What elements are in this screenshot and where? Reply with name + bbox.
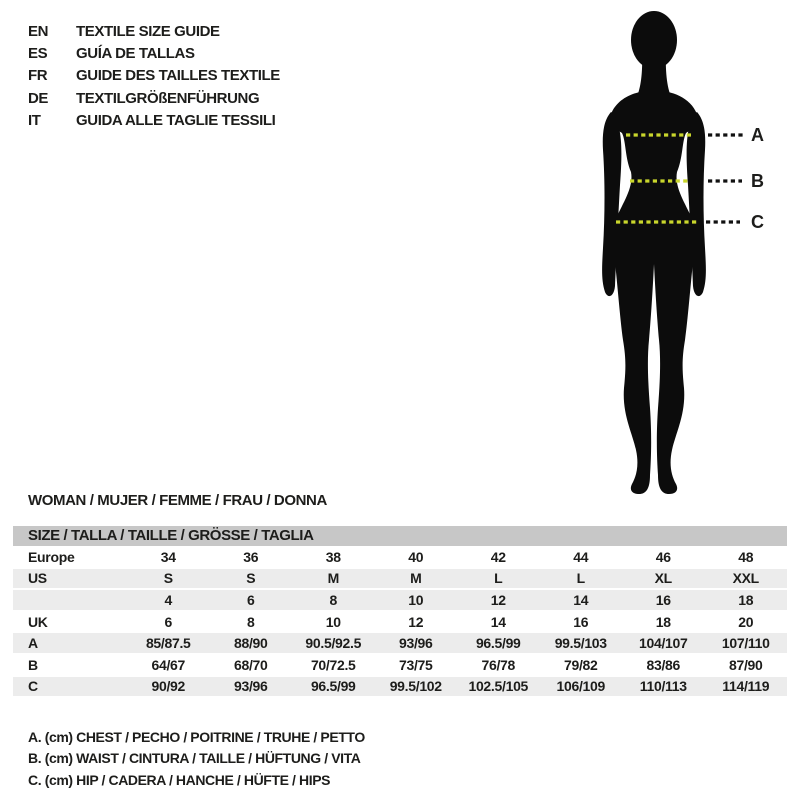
size-cell: 6 — [127, 611, 210, 633]
size-cell: 4 — [127, 589, 210, 611]
size-cell: XL — [622, 568, 705, 590]
language-title-list — [28, 20, 280, 132]
size-cell: 18 — [705, 589, 788, 611]
size-cell: 104/107 — [622, 632, 705, 654]
size-cell: 8 — [210, 611, 293, 633]
size-cell: 73/75 — [375, 654, 458, 676]
size-cell: 99.5/102 — [375, 676, 458, 698]
size-cell: 18 — [622, 611, 705, 633]
table-row-us-numeric — [13, 589, 787, 611]
language-title: GUÍA DE TALLAS — [76, 45, 195, 63]
size-cell: M — [375, 568, 458, 590]
size-cell: 42 — [457, 547, 540, 568]
woman-silhouette-figure — [558, 0, 798, 500]
size-cell: 99.5/103 — [540, 632, 623, 654]
size-cell: 16 — [540, 611, 623, 633]
row-label: A — [13, 632, 127, 654]
size-cell: 64/67 — [127, 654, 210, 676]
row-label — [13, 589, 127, 611]
size-cell: 110/113 — [622, 676, 705, 698]
size-cell: 79/82 — [540, 654, 623, 676]
size-cell: 96.5/99 — [457, 632, 540, 654]
row-label: C — [13, 676, 127, 698]
size-cell: 93/96 — [210, 676, 293, 698]
size-cell: 96.5/99 — [292, 676, 375, 698]
table-row-europe — [13, 547, 787, 568]
size-cell: 12 — [375, 611, 458, 633]
size-cell: 14 — [540, 589, 623, 611]
size-cell: 87/90 — [705, 654, 788, 676]
size-cell: 12 — [457, 589, 540, 611]
size-cell: 14 — [457, 611, 540, 633]
language-row-de — [28, 87, 280, 109]
gender-heading: WOMAN / MUJER / FEMME / FRAU / DONNA — [28, 492, 327, 509]
woman-silhouette-svg — [558, 0, 798, 500]
language-code: IT — [28, 112, 41, 130]
size-cell: 90/92 — [127, 676, 210, 698]
language-row-fr — [28, 65, 280, 87]
size-cell: 48 — [705, 547, 788, 568]
row-label: B — [13, 654, 127, 676]
measurement-legend — [28, 727, 365, 791]
table-row-us-letter — [13, 568, 787, 590]
size-cell: 8 — [292, 589, 375, 611]
legend-line-chest: A. (cm) CHEST / PECHO / POITRINE / TRUHE / PETTO — [28, 729, 365, 745]
size-cell: 106/109 — [540, 676, 623, 698]
size-cell: 38 — [292, 547, 375, 568]
size-cell: 36 — [210, 547, 293, 568]
language-code: FR — [28, 67, 48, 85]
size-cell: S — [127, 568, 210, 590]
language-title: GUIDA ALLE TAGLIE TESSILI — [76, 112, 276, 130]
size-cell: 6 — [210, 589, 293, 611]
size-cell: 90.5/92.5 — [292, 632, 375, 654]
language-code: EN — [28, 22, 49, 40]
size-cell: 102.5/105 — [457, 676, 540, 698]
size-cell: 10 — [292, 611, 375, 633]
marker-label-c: C — [751, 212, 764, 232]
size-cell: S — [210, 568, 293, 590]
size-cell: XXL — [705, 568, 788, 590]
language-code: ES — [28, 45, 48, 63]
row-label: Europe — [13, 547, 127, 568]
language-title: GUIDE DES TAILLES TEXTILE — [76, 67, 280, 85]
size-table — [13, 547, 787, 698]
size-cell: 44 — [540, 547, 623, 568]
size-cell: 85/87.5 — [127, 632, 210, 654]
size-cell: 46 — [622, 547, 705, 568]
size-cell: M — [292, 568, 375, 590]
size-cell: 83/86 — [622, 654, 705, 676]
size-cell: 93/96 — [375, 632, 458, 654]
size-cell: L — [457, 568, 540, 590]
size-cell: 10 — [375, 589, 458, 611]
size-cell: 20 — [705, 611, 788, 633]
size-cell: 88/90 — [210, 632, 293, 654]
size-cell: 34 — [127, 547, 210, 568]
silhouette-body — [610, 90, 698, 494]
size-cell: 76/78 — [457, 654, 540, 676]
size-table-section — [13, 526, 787, 698]
legend-line-waist: B. (cm) WAIST / CINTURA / TAILLE / HÜFTUNG / VITA — [28, 750, 361, 767]
size-cell: L — [540, 568, 623, 590]
language-row-es — [28, 42, 280, 64]
language-title: TEXTILGRÖßENFÜHRUNG — [76, 89, 260, 107]
language-code: DE — [28, 89, 49, 107]
row-label: US — [13, 568, 127, 590]
legend-line-hip: C. (cm) HIP / CADERA / HANCHE / HÜFTE / HIPS — [28, 771, 331, 788]
size-cell: 40 — [375, 547, 458, 568]
marker-label-b: B — [751, 171, 764, 191]
size-cell: 68/70 — [210, 654, 293, 676]
size-cell: 70/72.5 — [292, 654, 375, 676]
table-row-uk — [13, 611, 787, 633]
table-row-waist-b — [13, 654, 787, 676]
size-cell: 107/110 — [705, 632, 788, 654]
row-label: UK — [13, 611, 127, 633]
language-title: TEXTILE SIZE GUIDE — [76, 22, 220, 40]
language-row-it — [28, 110, 280, 132]
table-row-hip-c — [13, 676, 787, 698]
size-cell: 16 — [622, 589, 705, 611]
size-cell: 114/119 — [705, 676, 788, 698]
size-table-header: SIZE / TALLA / TAILLE / GRÖSSE / TAGLIA — [13, 526, 787, 546]
table-row-chest-a — [13, 632, 787, 654]
language-row-en — [28, 20, 280, 42]
marker-label-a: A — [751, 125, 764, 145]
